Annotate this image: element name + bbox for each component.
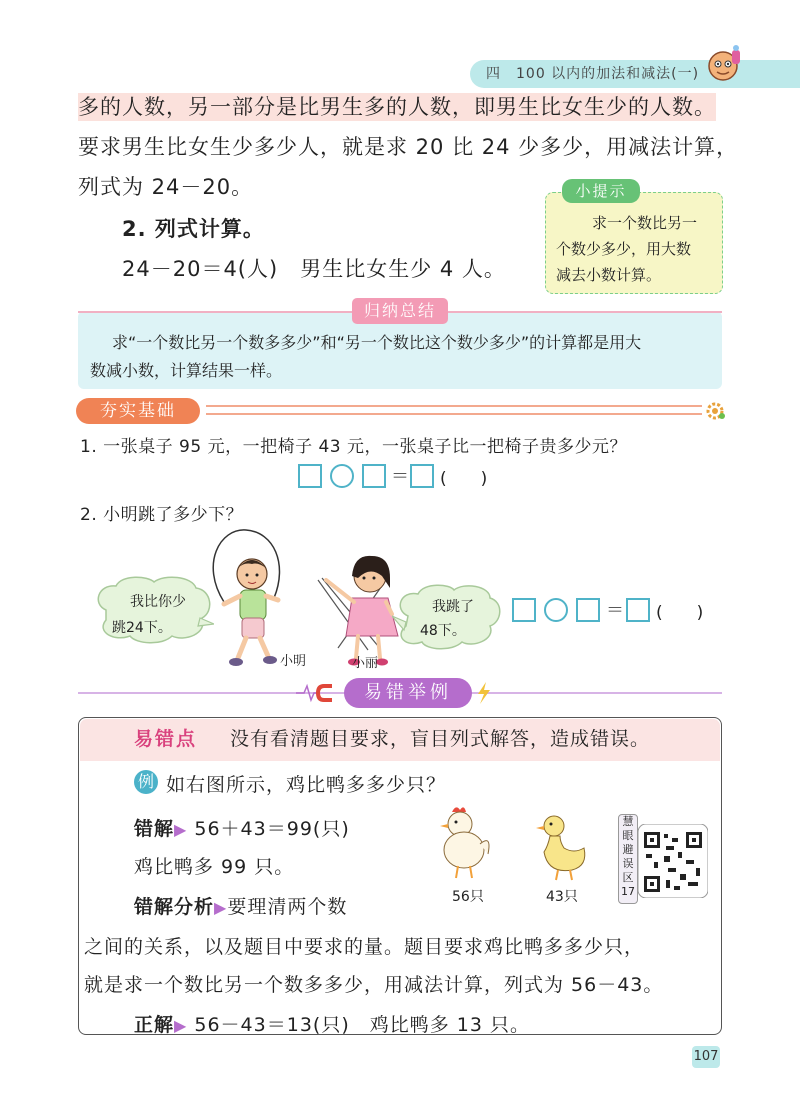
step2-equation: 24－20＝4(人) 男生比女生少 4 人。 xyxy=(122,257,506,281)
qr-label-char: 避 xyxy=(622,843,634,856)
answer-box[interactable] xyxy=(410,464,434,488)
tip-line-2: 个数少多少，用大数 xyxy=(556,240,692,258)
example-text: 如右图所示，鸡比鸭多多少只？ xyxy=(166,774,447,796)
analysis-label: 错解分析 xyxy=(134,896,215,918)
qr-label xyxy=(618,814,638,904)
intro-line-3: 列式为 24－20。 xyxy=(78,175,254,199)
chapter-title: 四 100 以内的加法和减法(一) xyxy=(486,66,700,82)
qr-label-char: 误 xyxy=(622,857,634,870)
qr-label-char: 区 xyxy=(622,871,634,884)
bubble-right-line-2: 48下。 xyxy=(420,623,466,639)
unit-paren[interactable]: ( ) xyxy=(440,469,488,489)
analysis-line-1: 要理清两个数 xyxy=(227,896,348,918)
qr-label-char: 慧 xyxy=(622,815,634,828)
operator-circle[interactable] xyxy=(544,598,568,622)
answer-box[interactable] xyxy=(362,464,386,488)
wrong-solution-row xyxy=(134,814,350,841)
question-1: 1. 一张桌子 95 元，一把椅子 43 元，一张桌子比一把椅子贵多少元？ xyxy=(80,437,628,457)
error-point-label: 易错点 xyxy=(134,728,198,750)
intro-line-2: 要求男生比女生少多少人，就是求 20 比 24 少多少，用减法计算， xyxy=(78,135,739,159)
chicken-count: 56只 xyxy=(452,889,484,905)
errors-title: 易错举例 xyxy=(344,678,472,708)
name-boy: 小明 xyxy=(280,654,307,669)
wrong-conclusion: 鸡比鸭多 99 只。 xyxy=(134,856,295,878)
answer-box[interactable] xyxy=(512,598,536,622)
lightning-icon xyxy=(476,682,492,704)
summary-line-2: 数减小数，计算结果一样。 xyxy=(90,361,283,380)
mascot-icon xyxy=(700,42,746,88)
arrow-icon: ▶ xyxy=(214,898,228,917)
summary-title: 归纳总结 xyxy=(352,298,448,324)
basics-divider xyxy=(206,405,702,415)
correct-label: 正解 xyxy=(134,1014,175,1036)
chicken-icon xyxy=(430,804,494,884)
bubble-left-line-1: 我比你少 xyxy=(130,594,186,610)
step2-label: 2. 列式计算。 xyxy=(122,217,265,241)
duck-count: 43只 xyxy=(546,889,578,905)
bubble-right-line-1: 我跳了 xyxy=(432,599,474,615)
analysis-line-3: 就是求一个数比另一个数多多少，用减法计算，列式为 56－43。 xyxy=(84,974,664,996)
arrow-icon: ▶ xyxy=(174,820,188,839)
wrong-label: 错解 xyxy=(134,818,175,840)
equals-sign: ＝ xyxy=(606,600,624,621)
question-2: 2. 小明跳了多少下？ xyxy=(80,505,244,525)
gear-icon xyxy=(704,400,726,422)
qr-label-char: 眼 xyxy=(622,829,634,842)
summary-line-1: 求“一个数比另一个数多多少”和“另一个数比这个数少多少”的计算都是用大 xyxy=(112,333,642,352)
error-point-text: 没有看清题目要求，盲目列式解答，造成错误。 xyxy=(230,728,651,750)
analysis-line-2: 之间的关系，以及题目中要求的量。题目要求鸡比鸭多多少只， xyxy=(84,936,645,958)
operator-circle[interactable] xyxy=(330,464,354,488)
wrong-equation: 56＋43＝99(只) xyxy=(194,818,350,840)
duck-icon xyxy=(534,812,590,882)
basics-title: 夯实基础 xyxy=(76,398,200,424)
correct-equation: 56－43＝13(只) 鸡比鸭多 13 只。 xyxy=(194,1014,530,1036)
tip-line-1: 求一个数比另一 xyxy=(592,214,698,232)
arrow-icon: ▶ xyxy=(174,1016,188,1035)
speech-bubble-right xyxy=(392,582,502,652)
correct-solution-row xyxy=(134,1010,530,1037)
equals-sign: ＝ xyxy=(391,466,409,487)
answer-box[interactable] xyxy=(576,598,600,622)
magnet-icon xyxy=(294,682,334,704)
intro-line-1: 多的人数，另一部分是比男生多的人数，即男生比女生少的人数。 xyxy=(78,95,716,119)
tip-line-3: 减去小数计算。 xyxy=(556,266,662,284)
qr-code-icon[interactable] xyxy=(638,824,708,898)
tip-title: 小提示 xyxy=(562,179,640,203)
example-badge: 例 xyxy=(134,770,158,794)
unit-paren[interactable]: ( ) xyxy=(656,603,704,623)
name-girl: 小丽 xyxy=(352,656,379,671)
answer-box[interactable] xyxy=(298,464,322,488)
bubble-left-line-2: 跳24下。 xyxy=(112,620,172,636)
page-number: 107 xyxy=(692,1046,720,1068)
qr-label-char: 17 xyxy=(621,885,635,898)
answer-box[interactable] xyxy=(626,598,650,622)
analysis-row xyxy=(134,892,347,919)
